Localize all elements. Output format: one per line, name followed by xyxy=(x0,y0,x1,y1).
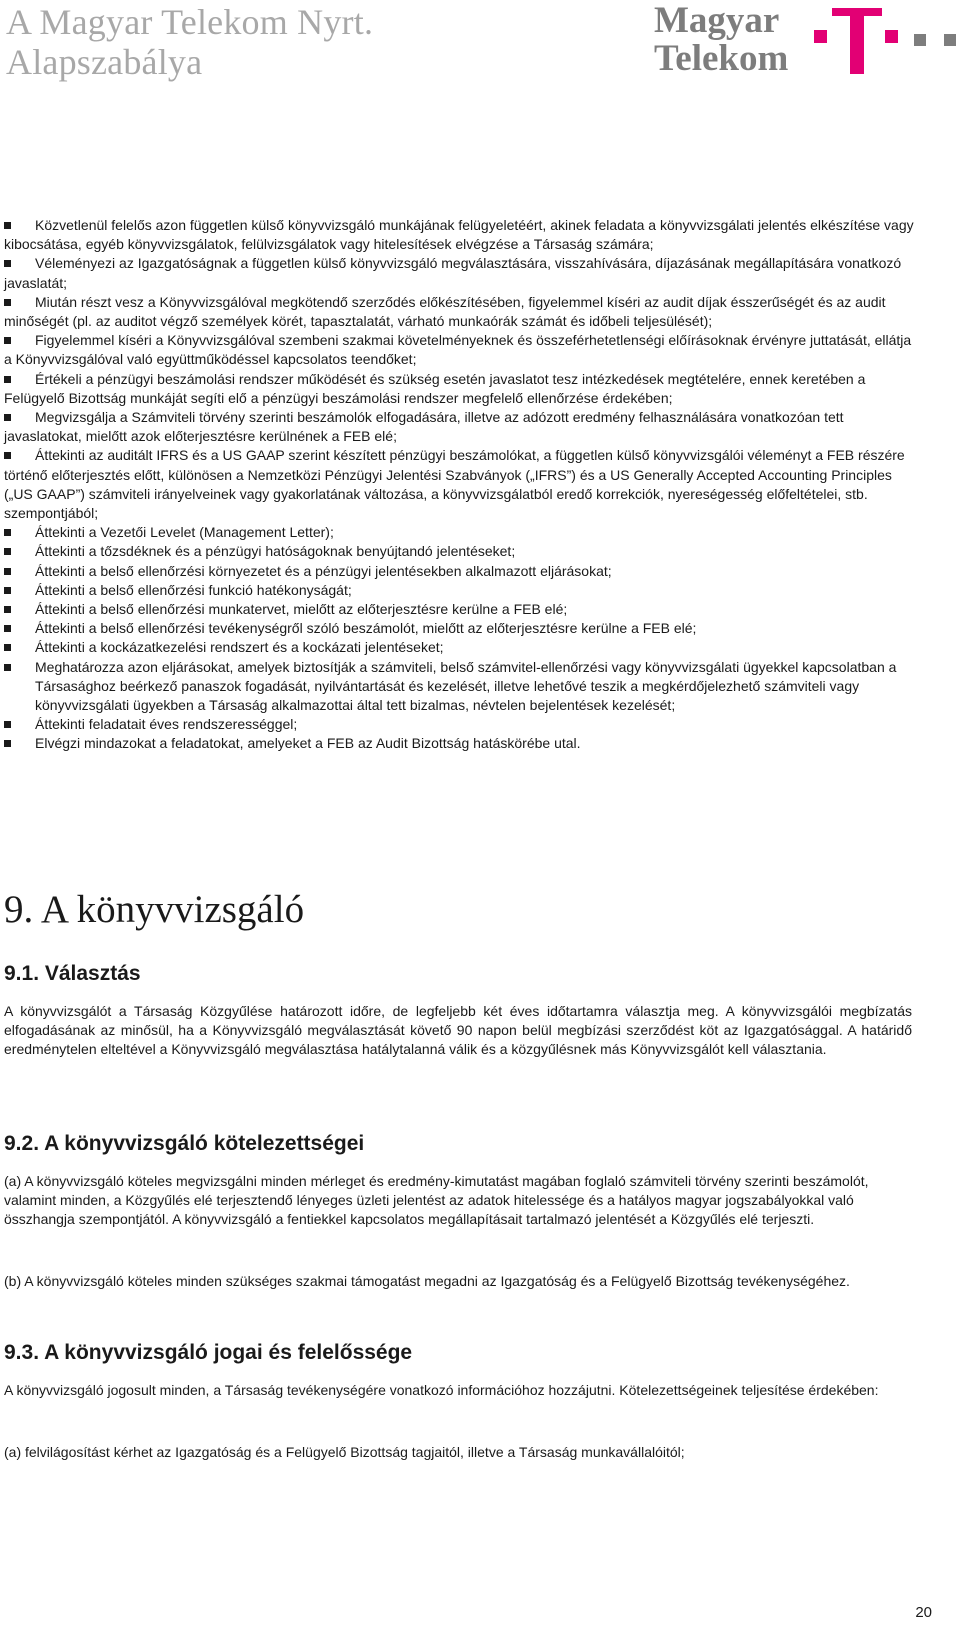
logo-t-stem xyxy=(850,8,864,74)
paragraph-election: A könyvvizsgálót a Társaság Közgyűlése határozott időre, de legfeljebb két éves időtartamra választja meg. A könyvvizsgálói megbízatás elfogadásának az minősül, ha a Könyvvizsgáló megválasztását követő 90 napon belül megbízási szerződést köt az Igazgatósággal. A határidő eredménytelen elteltével a Könyvvizsgáló megválasztása hatálytalanná válik és a közgyűlésnek más Könyvvizsgálót kell választania. xyxy=(4,1003,912,1058)
list-item: Áttekinti a belső ellenőrzési munkatervet, mielőtt az előterjesztésre kerülne a FEB elé; xyxy=(4,600,914,619)
section-heading-9-1: 9.1. Választás xyxy=(4,962,141,985)
square-bullet-icon xyxy=(4,587,11,594)
list-item: Értékeli a pénzügyi beszámolási rendszer működését és szükség esetén javaslatot tesz intézkedések megtételére, ennek keretében a Felügyelő Bizottság munkáját segíti elő a pénzügyi beszámolási rendszer megfelelő ellenőrzése érdekében; xyxy=(4,370,866,406)
list-item: Áttekinti a Vezetői Levelet (Management Letter); xyxy=(4,523,914,542)
section-heading-9-3: 9.3. A könyvvizsgáló jogai és felelőssége xyxy=(4,1341,413,1364)
brand-wordmark-line1: Magyar xyxy=(654,0,780,41)
list-item: Közvetlenül felelős azon független külső könyvvizsgáló munkájának felügyeletéért, akinek feladata a könyvvizsgálati jelentés elkészítése vagy kibocsátása, egyéb könyvvizsgálatok, felülvizsgálatok vagy hitelesítések elvégzése a Társaság számára; xyxy=(4,217,914,253)
list-item: Áttekinti a belső ellenőrzési funkció hatékonyságát; xyxy=(4,581,914,600)
audit-committee-duties-list xyxy=(4,216,914,754)
square-bullet-icon xyxy=(4,529,11,536)
logo-dot-grey-2 xyxy=(944,34,956,46)
paragraph-obligations-a: (a) A könyvvizsgáló köteles megvizsgálni minden mérleget és eredmény-kimutatást magában foglaló számviteli törvény szerinti beszámolót, valamint minden, a Közgyűlés elé terjesztendő lényeges üzleti jelentést az adatok hitelessége és a hatályos magyar jogszabályokkal való összhangja szempontjától. A könyvvizsgáló a fentiekkel kapcsolatos megállapításait tartalmazó jelentését a Közgyűlés elé terjeszti. xyxy=(4,1173,869,1228)
logo-t-bar xyxy=(832,8,882,16)
list-item: Meghatározza azon eljárásokat, amelyek biztosítják a számviteli, belső számvitel-ellenőrzési vagy könyvvizsgálati ügyekkel kapcsolatban a Társasághoz beérkező panaszok fogadását, nyilvántartását és kezelését, illetve lehetővé teszik a megkérdőjelezhető számviteli vagy könyvvizsgálati ügyekben a Társaság alkalmazottai által tett bizalmas, névtelen bejelentések kezelését; xyxy=(4,658,914,716)
square-bullet-icon xyxy=(4,337,11,344)
list-item: Áttekinti a belső ellenőrzési környezetet és a pénzügyi jelentésekben alkalmazott eljárásokat; xyxy=(4,562,914,581)
logo-dot-middle xyxy=(885,30,898,43)
logo-dot-left xyxy=(814,30,827,43)
list-item: Áttekinti feladatait éves rendszerességgel; xyxy=(4,715,914,734)
paragraph-obligations-b: (b) A könyvvizsgáló köteles minden szükséges szakmai támogatást megadni az Igazgatóság és a Felügyelő Bizottság tevékenységéhez. xyxy=(4,1273,850,1289)
square-bullet-icon xyxy=(4,222,11,229)
list-item: Figyelemmel kíséri a Könyvvizsgálóval szembeni szakmai követelményeknek és összeférhetetlenségi előírásoknak érvényre juttatását, ellátja a Könyvvizsgálóval való együttműködéssel kapcsolatos teendőket; xyxy=(4,332,912,368)
list-item: Áttekinti a kockázatkezelési rendszert és a kockázati jelentéseket; xyxy=(4,638,914,657)
list-item: Miután részt vesz a Könyvvizsgálóval megkötendő szerződés előkészítésében, figyelemmel kíséri az audit díjak ésszerűségét és az audit minőségét (pl. az auditot végző személyek körét, tapasztalatát, várható munkaórák számát és időbeli teljesülését); xyxy=(4,293,886,330)
square-bullet-icon xyxy=(4,740,11,747)
square-bullet-icon xyxy=(4,721,11,728)
paragraph-rights: A könyvvizsgáló jogosult minden, a Társaság tevékenységére vonatkozó információhoz hozzájutni. Kötelezettségeinek teljesítése érdekében: xyxy=(4,1382,879,1398)
paragraph-rights-a: (a) felvilágosítást kérhet az Igazgatóság és a Felügyelő Bizottság tagjaitól, illetve a Társaság munkavállalóitól; xyxy=(4,1444,685,1460)
square-bullet-icon xyxy=(4,299,11,306)
chapter-heading: 9. A könyvvizsgáló xyxy=(4,888,305,931)
square-bullet-icon xyxy=(4,625,11,632)
brand-wordmark-line2: Telekom xyxy=(654,38,789,79)
document-title xyxy=(6,2,373,82)
telekom-t-logo-icon xyxy=(814,8,960,74)
brand-wordmark xyxy=(654,2,788,78)
square-bullet-icon xyxy=(4,644,11,651)
document-title-line2: Alapszabálya xyxy=(6,42,203,82)
square-bullet-icon xyxy=(4,548,11,555)
list-item: Áttekinti az auditált IFRS és a US GAAP szerint készített pénzügyi beszámolókat, a független külső könyvvizsgálói véleményt a FEB részére történő előterjesztés előtt, különösen a Nemzetközi Pénzügyi Jelentési Szabványok („IFRS”) és a US Generally Accepted Accounting Principles („US GAAP”) számviteli irányelveinek vagy gyakorlatának változása, a könyvvizsgálatból eredő korrekciók, nyereségesség előfeltételei, stb. szempontjából; xyxy=(4,447,905,522)
page-number: 20 xyxy=(915,1604,932,1621)
square-bullet-icon xyxy=(4,568,11,575)
square-bullet-icon xyxy=(4,376,11,383)
square-bullet-icon xyxy=(4,260,11,267)
square-bullet-icon xyxy=(4,606,11,613)
document-title-line1: A Magyar Telekom Nyrt. xyxy=(6,2,374,42)
list-item: Áttekinti a belső ellenőrzési tevékenységről szóló beszámolót, mielőtt az előterjesztésre kerülne a FEB elé; xyxy=(4,619,914,638)
list-item: Áttekinti a tőzsdéknek és a pénzügyi hatóságoknak benyújtandó jelentéseket; xyxy=(4,542,914,561)
list-item: Elvégzi mindazokat a feladatokat, amelyeket a FEB az Audit Bizottság hatáskörébe utal. xyxy=(4,734,914,753)
section-heading-9-2: 9.2. A könyvvizsgáló kötelezettségei xyxy=(4,1132,365,1155)
list-item: Megvizsgálja a Számviteli törvény szerinti beszámolók elfogadására, illetve az adózott eredmény felhasználására vonatkozóan tett javaslatokat, mielőtt azok előterjesztésre kerülnének a FEB elé; xyxy=(4,409,844,445)
list-item: Véleményezi az Igazgatóságnak a független külső könyvvizsgáló megválasztására, visszahívására, díjazásának megállapítására vonatkozó javaslatát; xyxy=(4,255,902,291)
square-bullet-icon xyxy=(4,664,11,671)
square-bullet-icon xyxy=(4,452,11,459)
square-bullet-icon xyxy=(4,414,11,421)
logo-dot-grey-1 xyxy=(914,34,926,46)
